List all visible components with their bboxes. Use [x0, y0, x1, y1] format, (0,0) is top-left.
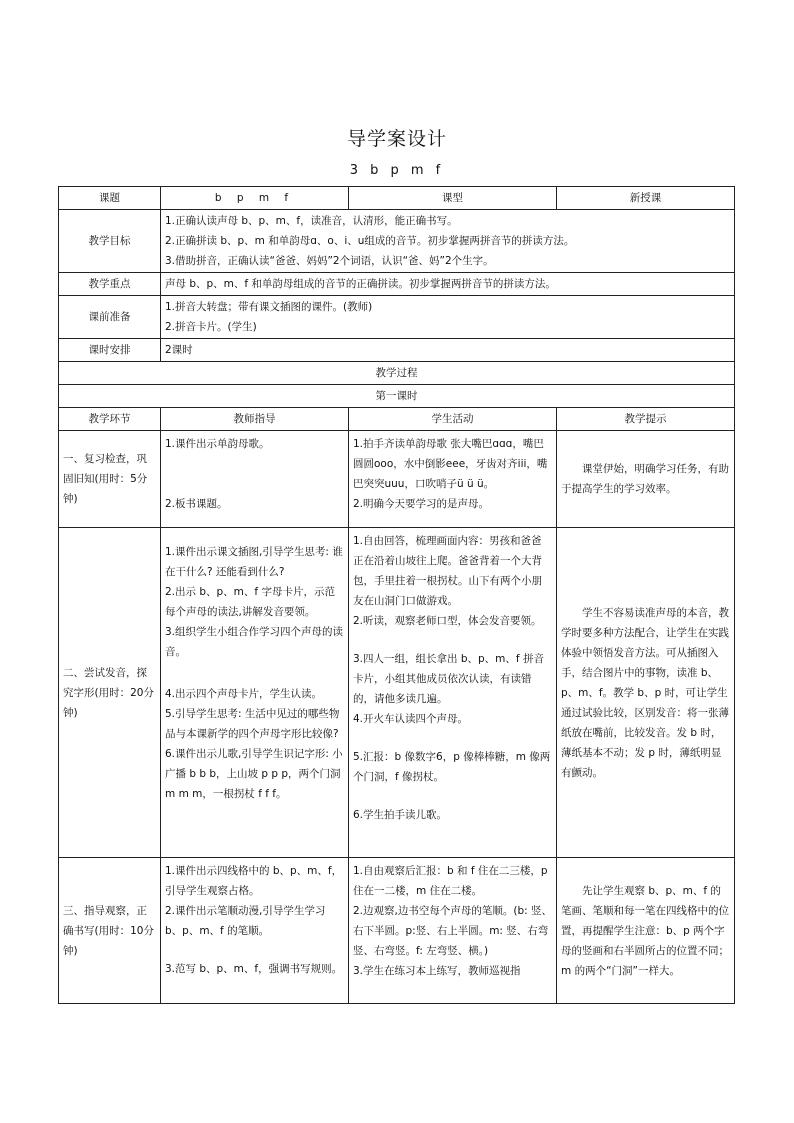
goal-item: 1.正确认读声母 b、p、m、f，读准音，认清形，能正确书写。	[165, 215, 458, 227]
topic-label: 课题	[59, 187, 161, 210]
goal-item: 3.借助拼音，正确认读“爸爸、妈妈”2个词语，认识“爸、妈”2个生字。	[165, 255, 494, 267]
teacher-step: 2.课件出示笔顺动漫,引导学生学习 b、p、m、f 的笔顺。	[165, 905, 326, 937]
stage-row	[59, 431, 735, 528]
student-step: 5.汇报：b 像数字6，p 像棒棒糖，m 像两个门洞，f 像拐杖。	[353, 751, 551, 783]
teaching-hint: 先让学生观察 b、p、m、f 的笔画、笔顺和每一笔在四线格中的位置，再提醒学生注意：b、p 两个字母的竖画和右半圆所占的位置不同；m 的两个“门洞”一样大。	[557, 858, 735, 1004]
column-header: 教师指导	[161, 408, 349, 431]
teacher-step: 2.板书课题。	[165, 498, 228, 510]
type-value: 新授课	[557, 187, 735, 210]
lesson-plan-table	[58, 186, 735, 1004]
student-activity	[349, 858, 557, 1004]
teacher-step: 1.课件出示单韵母歌。	[165, 438, 270, 450]
teacher-step: 3.范写 b、p、m、f，强调书写规则。	[165, 963, 343, 975]
teacher-step: 6.课件出示儿歌,引导学生识记字形: 小广播 b b b，上山坡 p p p，两个门洞 m m m，一根拐杖 f f f。	[165, 748, 343, 800]
teaching-hint: 课堂伊始，明确学习任务，有助于提高学生的学习效率。	[557, 431, 735, 528]
schedule-label: 课时安排	[59, 339, 161, 362]
column-header: 教学提示	[557, 408, 735, 431]
student-step: 6.学生拍手读儿歌。	[353, 809, 448, 821]
student-step: 1.拍手齐读单韵母歌 张大嘴巴ɑɑɑ，嘴巴圆圆ooo，水中倒影eee，牙齿对齐iii，嘴巴突突uuu，口吹哨子ü ü ü。	[353, 438, 548, 490]
student-activity	[349, 528, 557, 858]
column-header-row	[59, 408, 735, 431]
teacher-step: 3.组织学生小组合作学习四个声母的读音。	[165, 626, 344, 658]
lesson-title-row	[59, 385, 735, 408]
student-activity	[349, 431, 557, 528]
preparation-label: 课前准备	[59, 296, 161, 339]
schedule-row	[59, 339, 735, 362]
document-title: 导学案设计	[346, 128, 447, 150]
stage-row	[59, 858, 735, 1004]
teacher-guidance	[161, 528, 349, 858]
key-points-row	[59, 273, 735, 296]
stage-name: 三、指导观察，正确书写(用时：10分钟)	[59, 858, 161, 1004]
student-step: 3.四人一组，组长拿出 b、p、m、f 拼音卡片，小组其他成员依次认读，有读错的，请他多读几遍。	[353, 653, 544, 705]
goals-label: 教学目标	[59, 210, 161, 273]
goals-content	[161, 210, 735, 273]
column-header: 学生活动	[349, 408, 557, 431]
teacher-step: 5.引导学生思考: 生活中见过的哪些物品与本课新学的四个声母字形比较像?	[165, 708, 340, 740]
student-step: 3.学生在练习本上练写，教师巡视指	[353, 965, 521, 977]
process-title-row	[59, 362, 735, 385]
key-points-label: 教学重点	[59, 273, 161, 296]
stage-name: 二、尝试发音，探究字形(用时：20分钟)	[59, 528, 161, 858]
student-step: 2.听读，观察老师口型，体会发音要领。	[353, 615, 542, 627]
process-title: 教学过程	[59, 362, 735, 385]
schedule-value: 2课时	[161, 339, 735, 362]
teacher-guidance	[161, 431, 349, 528]
stage-row	[59, 528, 735, 858]
preparation-content	[161, 296, 735, 339]
goals-row	[59, 210, 735, 273]
teaching-hint: 学生不容易读准声母的本音，教学时要多种方法配合，让学生在实践体验中领悟发音方法。可从插图入手，结合图片中的事物，读准 b、p、m、f。教学 b、p 时，可让学生通过试验比较，区别发音：将一张薄纸放在嘴前，比较发音。发 b 时，薄纸基本不动；发 p 时，薄纸明显有颤动。	[557, 528, 735, 858]
teacher-step: 2.出示 b、p、m、f 字母卡片，示范每个声母的读法,讲解发音要领。	[165, 586, 335, 618]
header-row	[59, 187, 735, 210]
student-step: 2.明确今天要学习的是声母。	[353, 498, 490, 510]
topic-value: b p m f	[161, 187, 349, 210]
preparation-item: 2.拼音卡片。(学生)	[165, 321, 257, 333]
teacher-step: 1.课件出示四线格中的 b、p、m、f，引导学生观察占格。	[165, 865, 343, 897]
type-label: 课型	[349, 187, 557, 210]
goal-item: 2.正确拼读 b、p、m 和单韵母ɑ、o、i、u组成的音节。初步掌握两拼音节的拼读方法。	[165, 235, 575, 247]
student-step: 4.开火车认读四个声母。	[353, 713, 469, 725]
lesson-subtitle: 3 b p m f	[349, 163, 445, 178]
stage-name: 一、复习检查，巩固旧知(用时：5分钟)	[59, 431, 161, 528]
teacher-guidance	[161, 858, 349, 1004]
lesson-title: 第一课时	[59, 385, 735, 408]
preparation-item: 1.拼音大转盘；带有课文插图的课件。(教师)	[165, 301, 373, 313]
teacher-step: 1.课件出示课文插图,引导学生思考: 谁在干什么? 还能看到什么?	[165, 546, 343, 578]
student-step: 2.边观察,边书空每个声母的笔顺。(b: 竖、右下半圆。p:竖、右上半圆。m: 竖、右弯竖、右弯竖。f: 左弯竖、横。)	[353, 905, 552, 957]
teacher-step: 4.出示四个声母卡片，学生认读。	[165, 688, 323, 700]
preparation-row	[59, 296, 735, 339]
column-header: 教学环节	[59, 408, 161, 431]
student-step: 1.自由观察后汇报：b 和 f 住在二三楼，p 住在一二楼，m 住在二楼。	[353, 865, 548, 897]
key-points-value: 声母 b、p、m、f 和单韵母组成的音节的正确拼读。初步掌握两拼音节的拼读方法。	[161, 273, 735, 296]
student-step: 1.自由回答，梳理画面内容：男孩和爸爸正在沿着山坡往上爬。爸爸背着一个大背包，手里拄着一根拐杖。山下有两个小朋友在山洞门口做游戏。	[353, 535, 542, 607]
